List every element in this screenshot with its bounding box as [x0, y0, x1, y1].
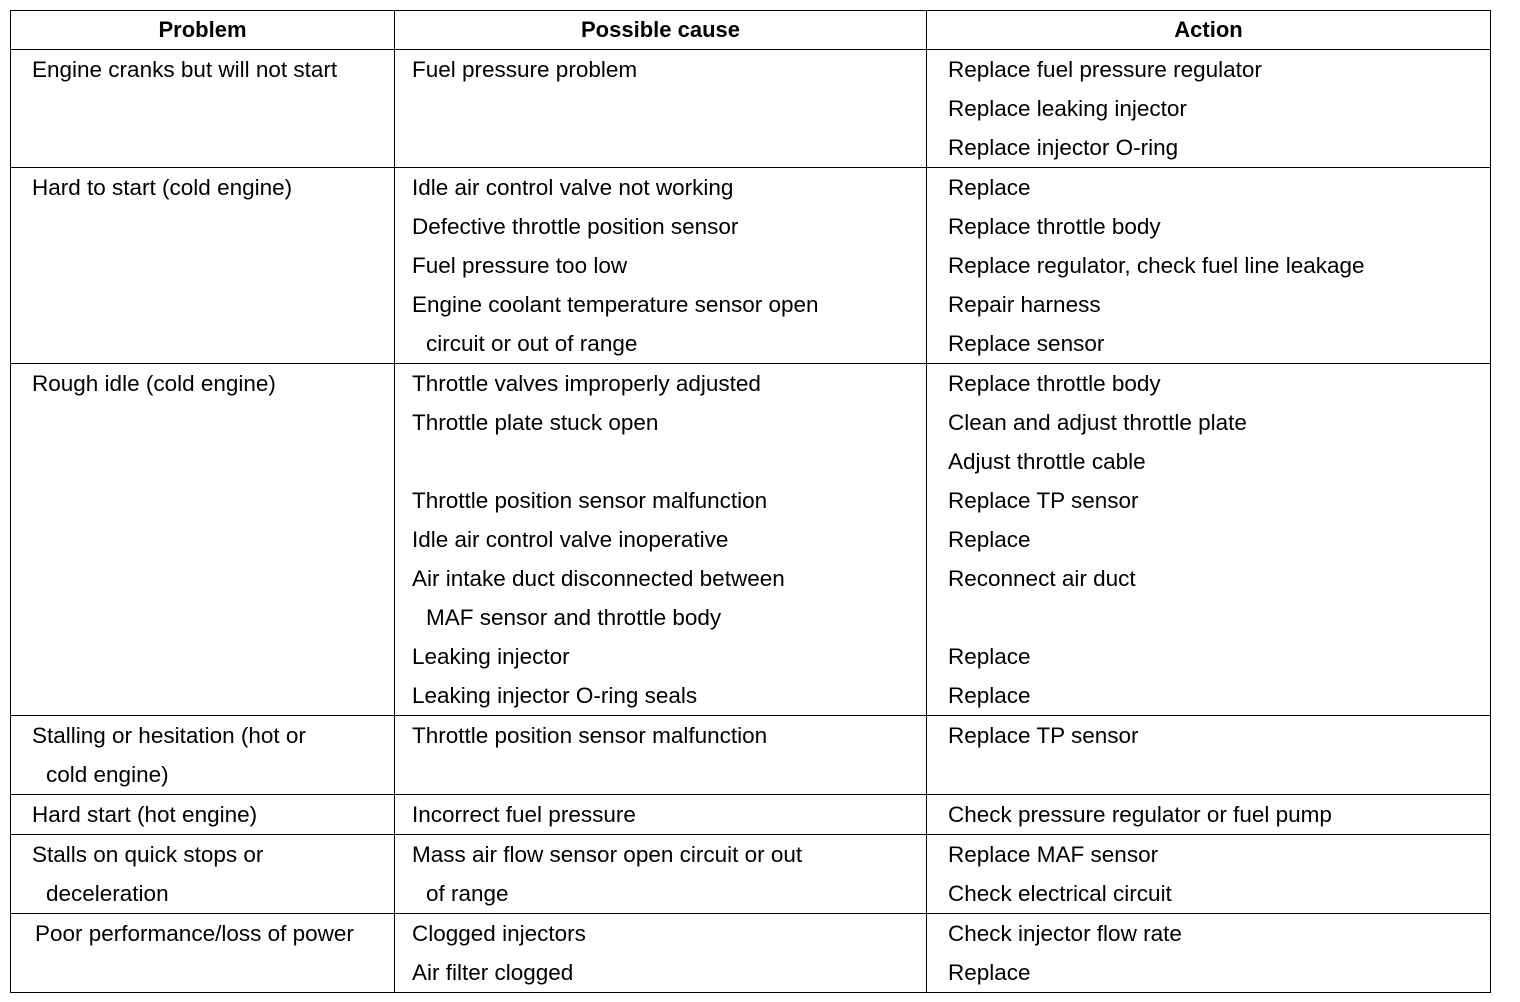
cause-text: Leaking injector	[412, 644, 570, 669]
cause-cell	[395, 914, 927, 993]
cause-cell	[395, 168, 927, 364]
problem-text: deceleration	[46, 881, 169, 906]
cause-text: Engine coolant temperature sensor open	[412, 292, 819, 317]
table-row	[11, 168, 1491, 364]
action-text: Clean and adjust throttle plate	[948, 410, 1247, 435]
cause-text: Fuel pressure problem	[412, 57, 638, 82]
action-text: Replace throttle body	[948, 371, 1161, 396]
cause-text: MAF sensor and throttle body	[426, 605, 722, 630]
action-text: Replace	[948, 644, 1031, 669]
cause-cell	[395, 364, 927, 716]
problem-text: cold engine)	[46, 762, 169, 787]
action-text: Check electrical circuit	[948, 881, 1172, 906]
cause-text: Idle air control valve not working	[412, 175, 734, 200]
cause-text: circuit or out of range	[426, 331, 638, 356]
action-text	[948, 598, 1482, 637]
cause-text: Clogged injectors	[412, 921, 586, 946]
action-cell	[927, 914, 1491, 993]
cause-cell	[395, 50, 927, 168]
cause-text: Air filter clogged	[412, 960, 574, 985]
action-text: Replace leaking injector	[948, 96, 1187, 121]
problem-text: Poor performance/loss of power	[35, 921, 354, 946]
problem-cell	[11, 50, 395, 168]
action-text: Replace TP sensor	[948, 723, 1139, 748]
action-text: Adjust throttle cable	[948, 449, 1146, 474]
action-text: Check injector flow rate	[948, 921, 1182, 946]
cause-text: Idle air control valve inoperative	[412, 527, 729, 552]
problem-text: Rough idle (cold engine)	[32, 371, 276, 396]
action-cell	[927, 795, 1491, 835]
cause-cell	[395, 795, 927, 835]
problem-cell	[11, 795, 395, 835]
action-cell	[927, 50, 1491, 168]
problem-cell	[11, 364, 395, 716]
problem-cell	[11, 716, 395, 795]
action-text: Replace regulator, check fuel line leakage	[948, 253, 1365, 278]
action-cell	[927, 835, 1491, 914]
table-row	[11, 914, 1491, 993]
action-text: Replace MAF sensor	[948, 842, 1159, 867]
cause-text: Air intake duct disconnected between	[412, 566, 785, 591]
table-header	[11, 11, 1491, 50]
table-row	[11, 364, 1491, 716]
header-row	[11, 11, 1491, 50]
cause-text: Throttle position sensor malfunction	[412, 723, 768, 748]
problem-text: Stalls on quick stops or	[32, 842, 264, 867]
problem-cell	[11, 914, 395, 993]
cause-cell	[395, 716, 927, 795]
cause-text: Leaking injector O-ring seals	[412, 683, 698, 708]
table-row	[11, 716, 1491, 795]
table-body	[11, 50, 1491, 993]
cause-text: Defective throttle position sensor	[412, 214, 739, 239]
action-text: Replace injector O-ring	[948, 135, 1179, 160]
problem-text: Hard to start (cold engine)	[32, 175, 293, 200]
cause-text: Incorrect fuel pressure	[412, 802, 636, 827]
header-action: Action	[927, 11, 1491, 50]
cause-text: Throttle plate stuck open	[412, 410, 659, 435]
problem-text: Engine cranks but will not start	[32, 57, 338, 82]
troubleshooting-table	[10, 10, 1491, 993]
action-text: Replace	[948, 960, 1031, 985]
action-text: Replace throttle body	[948, 214, 1161, 239]
problem-text: Stalling or hesitation (hot or	[32, 723, 306, 748]
problem-text: Hard start (hot engine)	[32, 802, 258, 827]
table-row	[11, 50, 1491, 168]
header-problem: Problem	[11, 11, 395, 50]
problem-cell	[11, 835, 395, 914]
action-text: Replace sensor	[948, 331, 1105, 356]
cause-text: Fuel pressure too low	[412, 253, 628, 278]
action-cell	[927, 364, 1491, 716]
cause-text	[412, 442, 918, 481]
action-text: Replace TP sensor	[948, 488, 1139, 513]
cause-text: Mass air flow sensor open circuit or out	[412, 842, 803, 867]
action-cell	[927, 168, 1491, 364]
cause-cell	[395, 835, 927, 914]
action-text: Reconnect air duct	[948, 566, 1136, 591]
header-possible-cause: Possible cause	[395, 11, 927, 50]
action-text: Replace	[948, 527, 1031, 552]
cause-text: Throttle valves improperly adjusted	[412, 371, 761, 396]
action-text: Repair harness	[948, 292, 1101, 317]
action-text: Replace	[948, 683, 1031, 708]
action-cell	[927, 716, 1491, 795]
problem-cell	[11, 168, 395, 364]
action-text: Replace fuel pressure regulator	[948, 57, 1262, 82]
table-row	[11, 835, 1491, 914]
action-text: Check pressure regulator or fuel pump	[948, 802, 1332, 827]
action-text: Replace	[948, 175, 1031, 200]
cause-text: Throttle position sensor malfunction	[412, 488, 768, 513]
table-row	[11, 795, 1491, 835]
cause-text: of range	[426, 881, 509, 906]
